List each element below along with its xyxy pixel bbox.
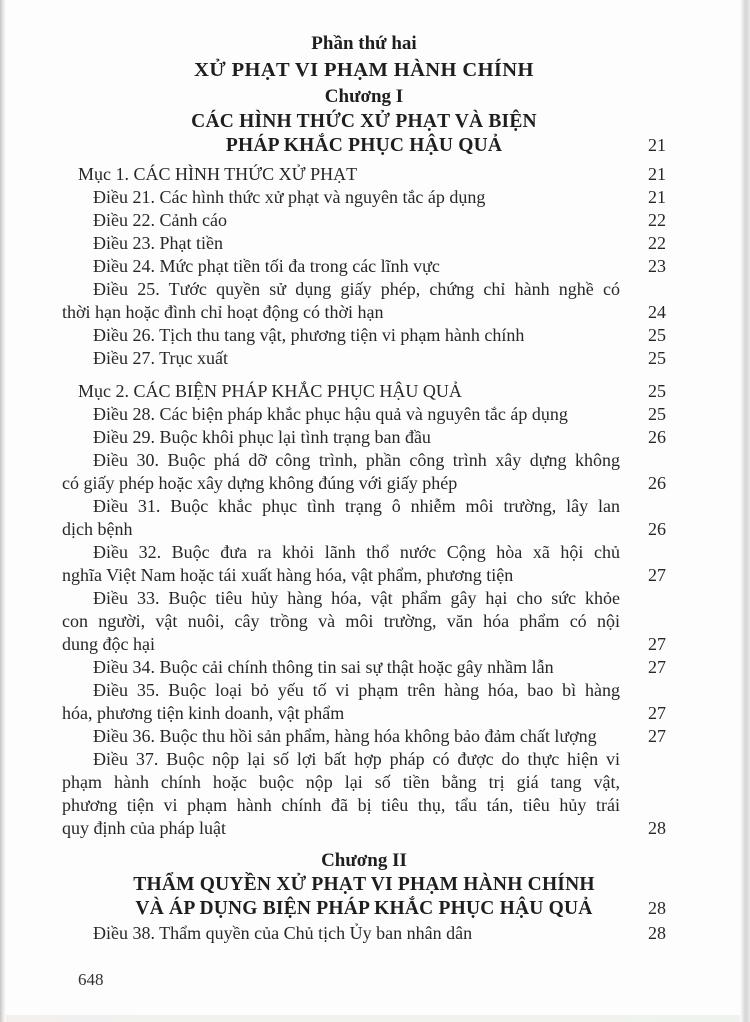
toc-page-number: 26 (648, 473, 666, 493)
toc-page-number: 28 (648, 818, 666, 838)
toc-entry-line: con người, vật nuôi, cây trồng và môi trường, văn hóa phẩm có nội (62, 611, 620, 631)
toc-page-number: 27 (648, 565, 666, 585)
toc-entry-line: Mục 1. CÁC HÌNH THỨC XỬ PHẠT (78, 164, 358, 184)
toc-page-number: 25 (648, 381, 666, 401)
toc-entry-line: Điều 31. Buộc khắc phục tình trạng ô nhiễm môi trường, lây lan (93, 496, 620, 516)
toc-entry-line: Điều 36. Buộc thu hồi sản phẩm, hàng hóa không bảo đảm chất lượng (93, 726, 597, 746)
toc-page-number: 26 (648, 519, 666, 539)
toc-entry (62, 426, 666, 449)
toc-entry-line: phạm hành chính hoặc buộc nộp lại số tiền bằng trị giá tang vật, (62, 772, 620, 792)
toc-page-number: 21 (648, 164, 666, 184)
toc-entry-line: Điều 26. Tịch thu tang vật, phương tiện vi phạm hành chính (93, 325, 525, 345)
toc-page-number: 27 (648, 703, 666, 723)
toc-page-number: 25 (648, 325, 666, 345)
toc-page-number: 22 (648, 233, 666, 253)
toc-page-number: 22 (648, 210, 666, 230)
toc-page-number: 27 (648, 634, 666, 654)
toc-entry (62, 922, 666, 945)
chapter-2-label: Chương II (321, 850, 407, 871)
toc-entry-line: Điều 29. Buộc khôi phục lại tình trạng ban đầu (93, 427, 431, 447)
toc-entry-line: Điều 37. Buộc nộp lại số lợi bất hợp pháp có được do thực hiện vi (93, 749, 620, 769)
toc-page-number: 21 (648, 187, 666, 207)
toc-entry-line: Điều 30. Buộc phá dỡ công trình, phần công trình xây dựng không (93, 450, 620, 470)
toc-page-number: 21 (648, 135, 666, 155)
toc-entry-line: Điều 34. Buộc cải chính thông tin sai sự thật hoặc gây nhầm lẫn (93, 657, 554, 677)
toc-entry (62, 209, 666, 232)
chapter-1-label: Chương I (324, 86, 404, 107)
toc-page-number: 25 (648, 404, 666, 424)
toc-entry-line: Điều 28. Các biện pháp khắc phục hậu quả và nguyên tắc áp dụng (93, 404, 568, 424)
toc-entry (62, 163, 666, 186)
toc-page-number: 25 (648, 348, 666, 368)
toc-entry-line: phương tiện vi phạm hành chính đã bị tiêu thụ, tẩu tán, tiêu hủy trái (62, 795, 620, 815)
scan-edge-bottom (0, 1015, 750, 1022)
toc-entry-line: thời hạn hoặc đình chỉ hoạt động có thời hạn (62, 302, 384, 322)
toc-entry (62, 347, 666, 370)
toc-entry (62, 656, 666, 679)
toc-entry-line: hóa, phương tiện kinh doanh, vật phẩm (62, 703, 345, 723)
toc-entry (62, 495, 666, 541)
toc-entry (62, 449, 666, 495)
toc-page-number: 23 (648, 256, 666, 276)
part-label: Phần thứ hai (311, 33, 417, 54)
toc-page-number: 27 (648, 726, 666, 746)
toc-page-number: 27 (648, 657, 666, 677)
scan-edge-left (0, 0, 6, 1022)
chapter-2-title-line-1: THẨM QUYỀN XỬ PHẠT VI PHẠM HÀNH CHÍNH (133, 874, 595, 895)
chapter-1-title-line-1: CÁC HÌNH THỨC XỬ PHẠT VÀ BIỆN (191, 111, 537, 132)
toc-entry (62, 541, 666, 587)
toc-page-number: 26 (648, 427, 666, 447)
toc-entry (62, 679, 666, 725)
toc-entry-line: dung độc hại (62, 634, 155, 654)
toc-entry-line: Điều 33. Buộc tiêu hủy hàng hóa, vật phẩm gây hại cho sức khỏe (93, 588, 620, 608)
chapter-2-title-line-2: VÀ ÁP DỤNG BIỆN PHÁP KHẮC PHỤC HẬU QUẢ (135, 897, 593, 919)
toc-entry (62, 587, 666, 656)
toc-entry-line: quy định của pháp luật (62, 818, 226, 838)
toc-entry (62, 748, 666, 840)
chapter-1-title-line-2: PHÁP KHẮC PHỤC HẬU QUẢ (225, 134, 503, 156)
table-of-contents (62, 31, 666, 945)
toc-entry-line: Mục 2. CÁC BIỆN PHÁP KHẮC PHỤC HẬU QUẢ (78, 381, 462, 401)
toc-entry (62, 255, 666, 278)
book-page-number: 648 (78, 970, 104, 989)
toc-entry (62, 278, 666, 324)
toc-entry-line: Điều 38. Thẩm quyền của Chủ tịch Ủy ban nhân dân (93, 923, 473, 943)
toc-entry-line: Điều 27. Trục xuất (93, 348, 228, 368)
toc-entry-line: Điều 21. Các hình thức xử phạt và nguyên tắc áp dụng (93, 187, 486, 207)
toc-entry-line: Điều 22. Cảnh cáo (93, 210, 227, 230)
toc-entry-line: nghĩa Việt Nam hoặc tái xuất hàng hóa, vật phẩm, phương tiện (62, 565, 514, 585)
toc-page-number: 28 (648, 923, 666, 943)
toc-entry (62, 403, 666, 426)
toc-entry-line: Điều 23. Phạt tiền (93, 233, 223, 253)
toc-entry-line: Điều 35. Buộc loại bỏ yếu tố vi phạm trên hàng hóa, bao bì hàng (93, 680, 620, 700)
toc-entry (62, 232, 666, 255)
toc-page-number: 28 (648, 898, 666, 918)
chapter-2-heading (62, 848, 666, 920)
toc-entry-line: có giấy phép hoặc xây dựng không đúng với giấy phép (62, 473, 458, 493)
toc-entry (62, 725, 666, 748)
toc-entry (62, 380, 666, 403)
toc-entry-line: Điều 32. Buộc đưa ra khỏi lãnh thổ nước Cộng hòa xã hội chủ (93, 542, 620, 562)
toc-page-number: 24 (648, 302, 666, 322)
toc-entry (62, 324, 666, 347)
toc-entry-line: Điều 25. Tước quyền sử dụng giấy phép, chứng chỉ hành nghề có (93, 279, 620, 299)
toc-entry (62, 186, 666, 209)
toc-entry-line: Điều 24. Mức phạt tiền tối đa trong các lĩnh vực (93, 256, 440, 276)
toc-entry-line: dịch bệnh (62, 519, 133, 539)
toc-list (62, 163, 666, 945)
part-title: XỬ PHẠT VI PHẠM HÀNH CHÍNH (194, 59, 534, 81)
scan-edge-right (740, 0, 750, 1022)
